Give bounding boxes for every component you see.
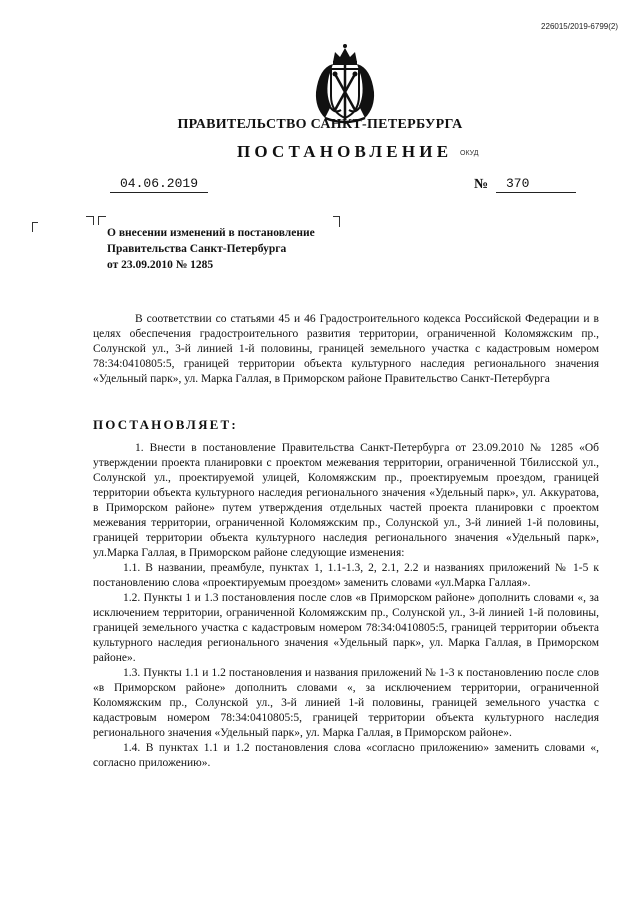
registration-number: 226015/2019-6799(2) (541, 22, 618, 31)
paragraph-1: 1. Внести в постановление Правительства Санкт-Петербурга от 23.09.2010 № 1285 «Об утверждении проекта планировки с проектом межевания территории, ограниченной Тбилисской ул., Солунской ул., проектируемой улицей, Коломяжским пр., проектируемым проездом, границей территории объекта культурного наследия регионального значения «Удельный парк», ул. Аккуратова, в Приморском районе» путем утверждения отдельных частей проекта планировки с проектом межевания территории, ограниченной Коломяжским пр., Солунской ул., 3-й линией 1-й половины, границей территории объекта культурного наследия регионального значения «Удельный парк», ул.Марка Галлая, в Приморском районе следующие изменения: (93, 442, 599, 559)
government-title: ПРАВИТЕЛЬСТВО САНКТ-ПЕТЕРБУРГА (177, 117, 463, 132)
paragraph-1-1: 1.1. В названии, преамбуле, пунктах 1, 1.1-1.3, 2, 2.1, 2.2 и названиях приложений № 1-5 к постановлению слова «проектируемым проездом» заменить словами «ул.Марка Галлая». (93, 562, 599, 589)
date-field (110, 174, 208, 193)
paragraph-1-3: 1.3. Пункты 1.1 и 1.2 постановления и названия приложений № 1-3 к постановлению после слов «в Приморском районе» дополнить словами «, за исключением территории, ограниченной Коломяжским пр., Солунской ул., 3-й линией 1-й половины, границей земельного участка с кадастровым номером 78:34:0410805:5, границей территории объекта культурного наследия регионального значения «Удельный парк», ул. Марка Галлая, в Приморском районе». (93, 667, 599, 739)
subject-line: О внесении изменений в постановление (107, 227, 315, 239)
margin-corner-mark (98, 216, 106, 225)
coat-of-arms-icon (311, 42, 379, 124)
margin-corner-mark (86, 216, 94, 225)
subject-line: от 23.09.2010 № 1285 (107, 259, 214, 271)
number-label: № (474, 177, 489, 192)
resolution-body (93, 441, 599, 771)
subject-line: Правительства Санкт-Петербурга (107, 243, 287, 255)
number-field (496, 174, 576, 193)
paragraph-1-2: 1.2. Пункты 1 и 1.3 постановления после слов «в Приморском районе» дополнить словами «, за исключением территории, ограниченной Коломяжским пр., Солунской ул., 3-й линией 1-й половины, границей земельного участка с кадастровым номером 78:34:0410805:5, границей территории объекта культурного наследия регионального значения «Удельный парк», ул. Марка Галлая, в Приморском районе». (93, 592, 599, 664)
document-number: 370 (506, 176, 530, 191)
document-type: ПОСТАНОВЛЕНИЕ (237, 142, 453, 161)
document-date: 04.06.2019 (120, 176, 199, 191)
resolves-heading: ПОСТАНОВЛЯЕТ: (93, 417, 238, 432)
okud-label: ОКУД (460, 150, 479, 157)
document-subject (107, 225, 367, 273)
margin-corner-mark (32, 222, 38, 232)
paragraph-1-4: 1.4. В пунктах 1.1 и 1.2 постановления слова «согласно приложению» заменить словами «, согласно приложению». (93, 742, 599, 769)
preamble-paragraph: В соответствии со статьями 45 и 46 Градостроительного кодекса Российской Федерации и в целях обеспечения градостроительного развития территории, ограниченной Коломяжским пр., Солунской ул., 3-й линией 1-й половины, границей земельного участка с кадастровым номером 78:34:0410805:5, границей территории объекта культурного наследия регионального значения «Удельный парк», ул. Марка Галлая, в Приморском районе Правительство Санкт-Петербурга (93, 313, 599, 385)
